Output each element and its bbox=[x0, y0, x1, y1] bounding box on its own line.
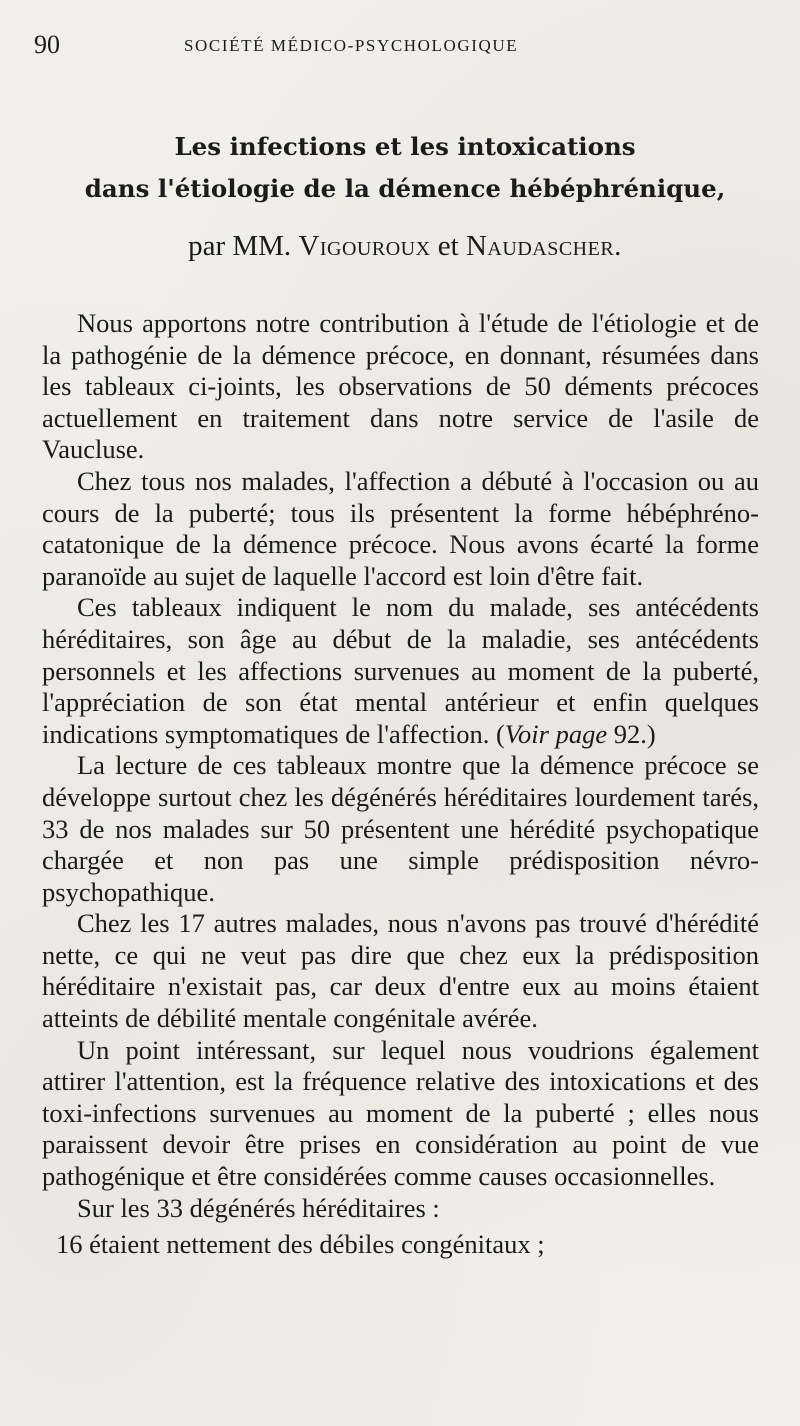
byline bbox=[40, 226, 770, 266]
running-head: SOCIÉTÉ MÉDICO-PSYCHOLOGIQUE bbox=[184, 36, 519, 55]
page-reference-italic: Voir page bbox=[504, 718, 608, 749]
page-number: 90 bbox=[34, 30, 60, 59]
paragraph-2: Chez tous nos malades, l'affection a débuté à l'occasion ou au cours de la puberté; tous ils présentent la forme hébéphréno-catatonique de la démence précoce. Nous avons écarté la forme paranoïde au sujet de laquelle l'accord est loin d'être fait. bbox=[42, 465, 759, 591]
article-title-line-1: Les infections et les intoxications bbox=[174, 132, 636, 161]
article-body bbox=[42, 308, 759, 1261]
page-reference-number: 92.) bbox=[613, 718, 656, 749]
paragraph-8: 16 étaient nettement des débiles congénitaux ; bbox=[56, 1229, 545, 1260]
author-naudascher: Naudascher. bbox=[465, 230, 622, 262]
paragraph-4: La lecture de ces tableaux montre que la démence précoce se développe surtout chez les dégénérés héréditaires lourdement tarés, 33 de nos malades sur 50 présentent une hérédité psychopatique chargée et non pas une simple prédisposition névro-psychopathique. bbox=[42, 750, 759, 907]
paragraph-5: Chez les 17 autres malades, nous n'avons pas trouvé d'hérédité nette, ce qui ne veut pas dire que chez eux la prédisposition héréditaire n'existait pas, car deux d'entre eux au moins étaient atteints de débilité mentale congénitale avérée. bbox=[42, 908, 759, 1034]
paragraph-7: Sur les 33 dégénérés héréditaires : bbox=[77, 1192, 440, 1223]
article-title-line-2: dans l'étiologie de la démence hébéphrénique, bbox=[84, 174, 726, 203]
byline-prefix: par MM. bbox=[188, 230, 292, 262]
article-title bbox=[40, 126, 770, 210]
paragraph-3-text: Ces tableaux indiquent le nom du malade, ses antécédents héréditaires, son âge au début de la maladie, ses antécédents personnels et les affections survenues au moment de la puberté, l'appréciation de son état mental antérieur et enfin quelques indications symptomatiques de l'affection. bbox=[42, 592, 759, 749]
author-vigouroux: Vigouroux bbox=[298, 230, 431, 262]
paragraph-3 bbox=[42, 592, 759, 750]
byline-and: et bbox=[437, 230, 459, 262]
page-header bbox=[34, 30, 766, 64]
paragraph-6: Un point intéressant, sur lequel nous voudrions également attirer l'attention, est la fréquence relative des intoxications et des toxi-infections survenues au moment de la puberté ; elles nous paraissent devoir être prises en considération au point de vue pathogénique et être considérées comme causes occasionnelles. bbox=[42, 1034, 759, 1192]
paragraph-1: Nous apportons notre contribution à l'étude de l'étiologie et de la pathogénie de la démence précoce, en donnant, résumées dans les tableaux ci-joints, les observations de 50 déments précoces actuellement en traitement dans notre service de l'asile de Vaucluse. bbox=[42, 308, 759, 465]
page-reference-open: ( bbox=[495, 718, 505, 749]
